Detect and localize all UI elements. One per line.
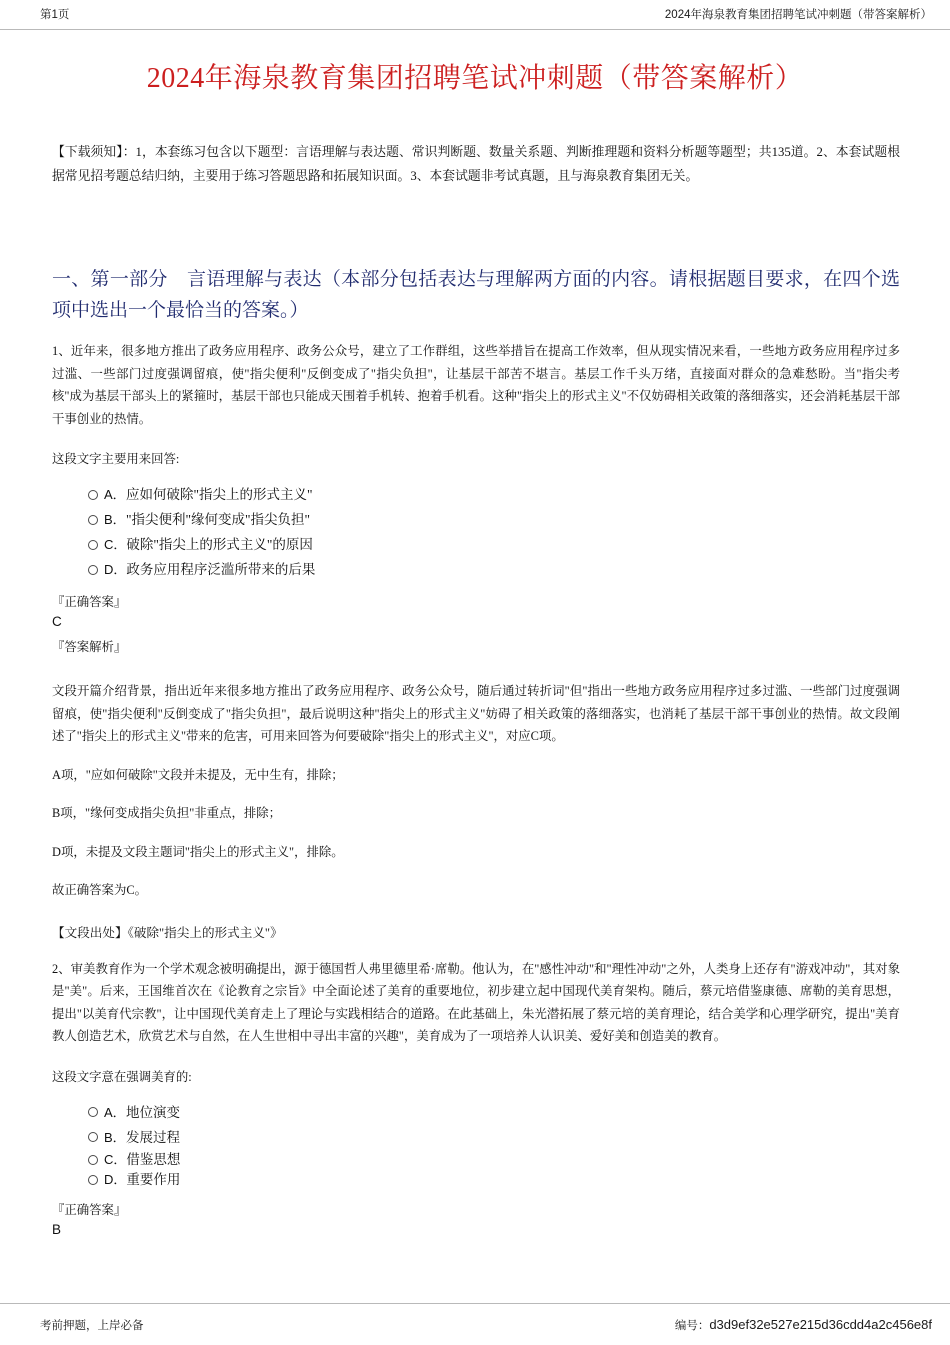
section-heading: 一、第一部分 言语理解与表达（本部分包括表达与理解两方面的内容。请根据题目要求，在四个选项中选出一个最恰当的答案。） <box>52 269 900 321</box>
option-letter: A． <box>104 1104 126 1120</box>
analysis-paragraph: A项，"应如何破除"文段并未提及，无中生有，排除； <box>52 767 344 782</box>
radio-icon[interactable] <box>88 1175 98 1185</box>
running-title: 2024年海泉教育集团招聘笔试冲刺题（带答案解析） <box>664 9 932 21</box>
document-body <box>52 140 900 1240</box>
option-label: 借鉴思想 <box>126 1151 181 1167</box>
radio-icon[interactable] <box>88 1155 98 1165</box>
page-header <box>0 0 950 30</box>
analysis-paragraph: 文段开篇介绍背景，指出近年来很多地方推出了政务应用程序、政务公众号，随后通过转折词"但"指出一些地方政务应用程序过多过滥、一些部门过度强调留痕，使"指尖便利"反倒变成了"指尖负担"，最后说明这种"指尖上的形式主义"妨碍了相关政策的落细落实，也消耗了基层干部干事创业的热情。故文段阐述了"指尖上的形式主义"带来的危害，可用来回答为何要破除"指尖上的形式主义"，对应C项。 <box>52 684 900 743</box>
download-notice: 【下载须知】：1，本套练习包含以下题型：言语理解与表达题、常识判断题、数量关系题、判断推理题和资料分析题等题型；共135道。2、本套试题根据常见招考题总结归纳，主要用于练习答题思路和拓展知识面。3、本套试题非考试真题，且与海泉教育集团无关。 <box>52 145 900 183</box>
option-label: 地位演变 <box>126 1104 180 1120</box>
option-list <box>52 482 900 582</box>
correct-answer-value: C <box>52 614 62 629</box>
question-stem: 1、近年来，很多地方推出了政务应用程序、政务公众号，建立了工作群组，这些举措旨在提高工作效率，但从现实情况来看，一些地方政务应用程序过多过滥、一些部门过度强调留痕，使"指尖便利"反倒变成了"指尖负担"，让基层干部苦不堪言。基层工作千头万绪，直接面对群众的急难愁盼。当"指尖考核"成为基层干部头上的紧箍时，基层干部也只能成天围着手机转、抱着手机看。这种"指尖上的形式主义"不仅妨碍相关政策的落细落实，还会消耗基层干部干事创业的热情。 <box>52 344 900 426</box>
option-letter: D． <box>104 1171 127 1187</box>
question-prompt: 这段文字主要用来回答: <box>52 452 180 466</box>
option-label: "指尖便利"缘何变成"指尖负担" <box>126 512 311 527</box>
footer-code <box>675 1317 932 1333</box>
option-letter: A． <box>104 487 126 502</box>
option-letter: D． <box>104 562 127 577</box>
radio-icon[interactable] <box>88 490 98 500</box>
option-list <box>52 1100 900 1190</box>
document-title: 2024年海泉教育集团招聘笔试冲刺题（带答案解析） <box>146 62 804 94</box>
radio-icon[interactable] <box>88 540 98 550</box>
radio-icon[interactable] <box>88 1132 98 1142</box>
correct-answer-marker: 『正确答案』 <box>52 595 127 609</box>
option-label: 破除"指尖上的形式主义"的原因 <box>126 537 313 552</box>
option-letter: C． <box>104 1151 127 1167</box>
footer-code-value: d3d9ef32e527e215d36cdd4a2c456e8f <box>709 1316 932 1332</box>
analysis-paragraph: D项，未提及文段主题词"指尖上的形式主义"，排除。 <box>52 844 344 859</box>
option-label: 发展过程 <box>126 1129 180 1145</box>
analysis-marker: 『答案解析』 <box>52 640 127 654</box>
option-c[interactable] <box>88 1150 900 1170</box>
option-b[interactable] <box>88 507 900 532</box>
analysis-paragraph: B项，"缘何变成指尖负担"非重点，排除； <box>52 806 282 820</box>
page-footer <box>0 1303 950 1345</box>
footer-slogan: 考前押题，上岸必备 <box>40 1319 144 1332</box>
option-d[interactable] <box>88 557 900 582</box>
question-block <box>52 958 900 1240</box>
option-label: 重要作用 <box>126 1171 181 1187</box>
option-b[interactable] <box>88 1125 900 1150</box>
radio-icon[interactable] <box>88 515 98 525</box>
question-block <box>52 340 900 944</box>
analysis-paragraph: 故正确答案为C。 <box>52 883 147 897</box>
option-a[interactable] <box>88 482 900 507</box>
question-prompt: 这段文字意在强调美育的: <box>52 1069 192 1084</box>
option-d[interactable] <box>88 1170 900 1190</box>
passage-source: 【文段出处】《破除"指尖上的形式主义"》 <box>52 925 283 940</box>
option-label: 应如何破除"指尖上的形式主义" <box>126 487 313 502</box>
option-a[interactable] <box>88 1100 900 1125</box>
option-letter: B． <box>104 512 126 527</box>
option-c[interactable] <box>88 532 900 557</box>
page-number-label: 第1页 <box>40 9 70 21</box>
option-letter: B． <box>104 1129 126 1145</box>
correct-answer-marker: 『正确答案』 <box>52 1202 127 1217</box>
radio-icon[interactable] <box>88 1107 98 1117</box>
correct-answer-value: B <box>52 1221 62 1237</box>
option-label: 政务应用程序泛滥所带来的后果 <box>126 562 316 577</box>
option-letter: C． <box>104 537 127 552</box>
footer-code-label: 编号： <box>674 1319 710 1332</box>
radio-icon[interactable] <box>88 565 98 575</box>
question-stem: 2、审美教育作为一个学术观念被明确提出，源于德国哲人弗里德里希·席勒。他认为，在"感性冲动"和"理性冲动"之外，人类身上还存有"游戏冲动"，其对象是"美"。后来，王国维首次在《论教育之宗旨》中全面论述了美育的重要地位，初步建立起中国现代美育架构。随后，蔡元培借鉴康德、席勒的美育思想，提出"以美育代宗教"，让中国现代美育走上了理论与实践相结合的道路。在此基础上，朱光潜拓展了蔡元培的美育理论，结合美学和心理学研究，提出"美育教人创造艺术，欣赏艺术与自然，在人生世相中寻出丰富的兴趣"，美育成为了一项培养人认识美、爱好美和创造美的教育。 <box>52 961 900 1043</box>
